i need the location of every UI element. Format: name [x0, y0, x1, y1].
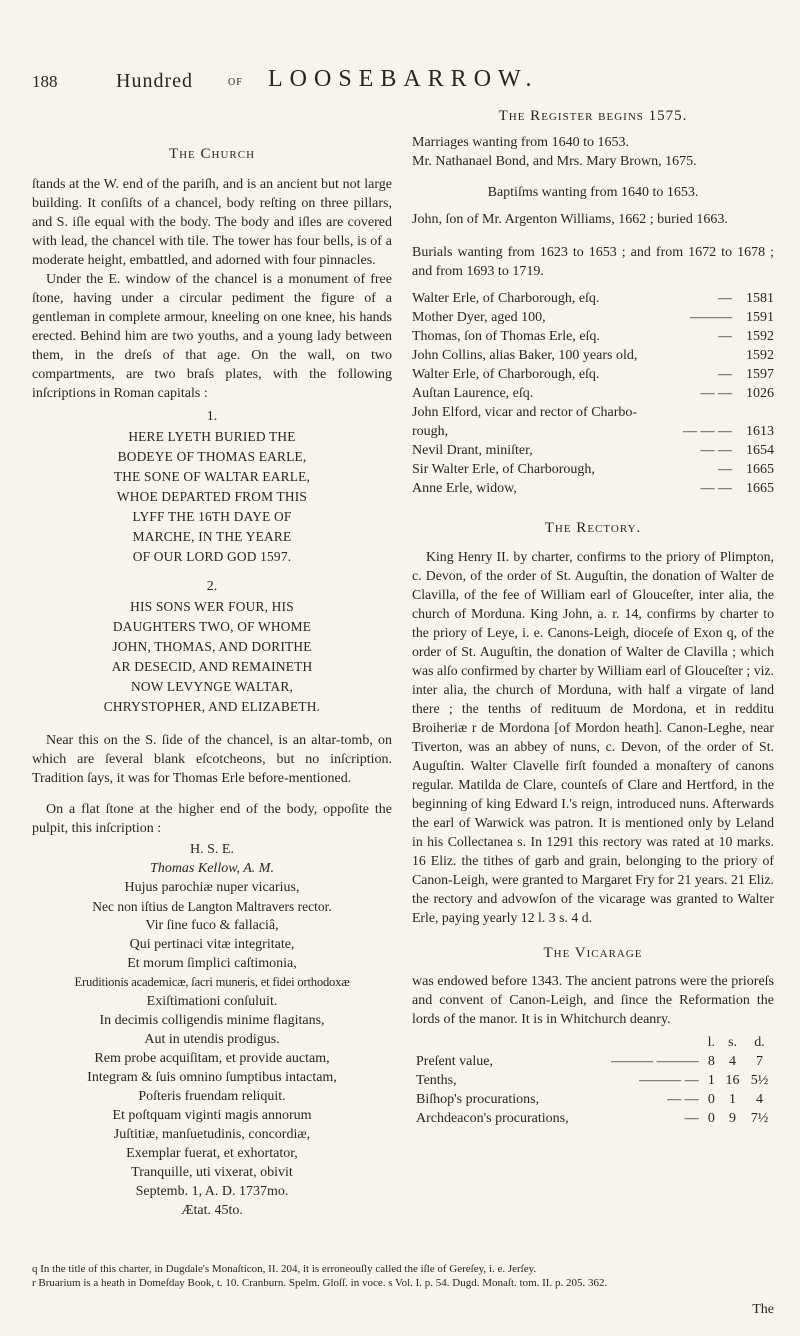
- valuation-pounds: 0: [707, 1092, 715, 1107]
- burial-year: 1654: [746, 443, 774, 458]
- valuation-label: Biſhop's procurations,: [416, 1092, 540, 1107]
- inscription-2-number: 2.: [206, 579, 218, 594]
- burial-dash: — —: [700, 481, 732, 496]
- epitaph-line: Vir ſine fuco & fallaciâ,: [145, 918, 279, 933]
- epitaph-line: Poſteris fruendam reliquit.: [138, 1089, 286, 1104]
- burial-name: Thomas, ſon of Thomas Erle, eſq.: [412, 329, 600, 344]
- burial-year: 1592: [746, 348, 774, 363]
- inscription-2-line: NOW LEVYNGE WALTAR,: [130, 679, 294, 694]
- hundred-label: Hundred: [116, 70, 193, 92]
- inscription-2-line: HIS SONS WER FOUR, HIS: [130, 599, 294, 614]
- catchword: The: [752, 1302, 774, 1317]
- inscription-1-line: THE SONE OF WALTAR EARLE,: [113, 469, 311, 484]
- inscription-2-line: AR DESECID, AND REMAINETH: [111, 659, 313, 674]
- valuation-label: Tenths,: [416, 1073, 457, 1088]
- vicarage-heading: The Vicarage: [543, 945, 643, 961]
- pounds-header: l.: [707, 1035, 716, 1050]
- burial-row: [412, 441, 774, 460]
- church-heading: The Church: [168, 146, 256, 162]
- burials-note: Burials wanting from 1623 to 1653 ; and from 1672 to 1678 ; and from 1693 to 1719.: [412, 245, 774, 279]
- valuation-pence: 4: [756, 1092, 763, 1107]
- epitaph-line: Et poſtquam viginti magis annorum: [112, 1108, 312, 1123]
- inscription-1-line: LYFF THE 16TH DAYE OF: [132, 509, 292, 524]
- burial-row: [412, 346, 774, 365]
- pence-header: d.: [754, 1035, 765, 1050]
- valuation-pence: 5½: [750, 1073, 769, 1088]
- valuation-pence: 7: [756, 1054, 763, 1069]
- burial-name: John Elford, vicar and rector of Charbo-: [412, 405, 638, 420]
- latin-epitaph: [32, 840, 392, 1220]
- burial-year: 1026: [746, 386, 774, 401]
- valuation-header-row: [412, 1033, 774, 1052]
- footnote: r Bruarium is a heath in Domeſday Book, t. 10. Cranburn. Spelm. Gloſſ. in voce. s Vol. I. p. 54. Dugd. Monaſt. tom. II. p. 205. 362.: [32, 1277, 608, 1289]
- burial-year: 1665: [746, 462, 774, 477]
- epitaph-line: Exemplar fuerat, et exhortator,: [126, 1146, 298, 1161]
- valuation-table: [412, 1033, 774, 1128]
- baptism-entry: John, ſon of Mr. Argenton Williams, 1662 ; buried 1663.: [412, 212, 728, 227]
- left-column: [32, 146, 392, 1220]
- burial-row: [412, 460, 774, 479]
- burial-row: [412, 479, 774, 498]
- inscription-2-line: CHRYSTOPHER, AND ELIZABETH.: [103, 699, 321, 714]
- register-heading: The Register begins 1575.: [498, 108, 688, 124]
- church-paragraph-3: Near this on the S. ſide of the chancel, is an altar-tomb, on which are ſeveral blank eſcotcheons, but no inſcription. Tradition ſays, it was for Thomas Erle before-mentioned.: [32, 733, 392, 786]
- burial-row: [412, 308, 774, 327]
- burial-year: 1581: [746, 291, 774, 306]
- burial-row: [412, 289, 774, 308]
- footnotes: [32, 1262, 774, 1290]
- of-label: of: [228, 74, 243, 89]
- inscription-1-line: BODEYE OF THOMAS EARLE,: [117, 449, 307, 464]
- burial-name: rough,: [412, 424, 449, 439]
- inscription-1: [32, 427, 392, 567]
- inscription-2: [32, 597, 392, 717]
- burial-dash: —: [718, 291, 732, 306]
- epitaph-line: Eruditionis academicæ, ſacri muneris, et fidei orthodoxæ: [74, 975, 350, 989]
- epitaph-line: Juſtitiæ, manſuetudinis, concordiæ,: [113, 1127, 311, 1142]
- valuation-row: [412, 1090, 774, 1109]
- inscription-1-line: HERE LYETH BURIED THE: [128, 429, 296, 444]
- church-paragraph-1: ſtands at the W. end of the pariſh, and is an ancient but not large building. It conſiſts of a chancel, body reſting on three pillars, and S. iſle equal with the body. The body and iſles are covered with lead, the chancel with tile. The tower has four bells, is of a moderate height, embattled, and adorned with four pinnacles.: [32, 177, 392, 268]
- epitaph-line: Ætat. 45to.: [181, 1203, 243, 1218]
- valuation-label: Preſent value,: [416, 1054, 493, 1069]
- burial-row: [412, 327, 774, 346]
- marriages-note: Marriages wanting from 1640 to 1653.: [412, 135, 629, 150]
- inscription-1-number: 1.: [206, 409, 218, 424]
- burial-dash: —: [718, 329, 732, 344]
- church-paragraph-2: Under the E. window of the chancel is a monument of free ſtone, having under a circular pediment the figure of a gentleman in complete armour, kneeling on one knee, his hands erected. Behind him are two youths, and a young lady between them, in the dreſs of that age. On the wall, on two compartments, are two braſs plates, with the following inſcriptions in Roman capitals :: [32, 272, 392, 401]
- burial-year: 1591: [746, 310, 774, 325]
- epitaph-line: Rem probe acquiſitam, et provide auctam,: [94, 1051, 330, 1066]
- valuation-row: [412, 1052, 774, 1071]
- epitaph-line: Nec non iſtius de Langton Maltravers rector.: [92, 899, 332, 914]
- epitaph-line: H. S. E.: [190, 842, 234, 857]
- valuation-dash: ——— ———: [611, 1054, 699, 1069]
- epitaph-line: Qui pertinaci vitæ integritate,: [129, 937, 295, 952]
- burial-dash: —: [718, 462, 732, 477]
- burial-name: Sir Walter Erle, of Charborough,: [412, 462, 595, 477]
- inscription-1-line: OF OUR LORD GOD 1597.: [132, 549, 292, 564]
- inscription-1-line: WHOE DEPARTED FROM THIS: [116, 489, 308, 504]
- burial-year: 1613: [746, 424, 774, 439]
- valuation-pence: 7½: [750, 1111, 769, 1126]
- valuation-shillings: 9: [729, 1111, 737, 1126]
- burial-row: [412, 422, 774, 441]
- burial-dash: — —: [700, 386, 732, 401]
- epitaph-line: Exiſtimationi conſuluit.: [146, 994, 278, 1009]
- inscription-1-line: MARCHE, IN THE YEARE: [132, 529, 292, 544]
- burial-dash: ———: [690, 310, 732, 325]
- burial-name: Mother Dyer, aged 100,: [412, 310, 546, 325]
- inscription-2-line: JOHN, THOMAS, AND DORITHE: [112, 639, 312, 654]
- burial-name: Walter Erle, of Charborough, eſq.: [412, 291, 600, 306]
- hundred-name: LOOSEBARROW.: [268, 66, 539, 92]
- epitaph-line: Hujus parochiæ nuper vicarius,: [124, 880, 300, 895]
- burial-name: Walter Erle, of Charborough, eſq.: [412, 367, 600, 382]
- valuation-dash: — —: [667, 1092, 699, 1107]
- valuation-pounds: 0: [707, 1111, 715, 1126]
- burial-name: Auſtan Laurence, eſq.: [412, 386, 534, 401]
- burial-year: 1597: [746, 367, 774, 382]
- burial-name: Anne Erle, widow,: [412, 481, 517, 496]
- valuation-row: [412, 1109, 774, 1128]
- rectory-heading: The Rectory.: [544, 520, 642, 536]
- valuation-pounds: 8: [707, 1054, 715, 1069]
- running-header: [32, 66, 772, 96]
- valuation-shillings: 4: [729, 1054, 737, 1069]
- epitaph-line: Thomas Kellow, A. M.: [150, 861, 274, 876]
- burial-dash: — —: [700, 443, 732, 458]
- baptisms-note: Baptiſms wanting from 1640 to 1653.: [487, 185, 699, 200]
- burials-list: [412, 289, 774, 498]
- epitaph-line: Tranquille, uti vixerat, obivit: [131, 1165, 293, 1180]
- epitaph-line: Integram & ſuis omnino ſumptibus intactam,: [87, 1070, 337, 1085]
- burial-row: [412, 403, 774, 422]
- valuation-shillings: 16: [725, 1073, 740, 1088]
- valuation-row: [412, 1071, 774, 1090]
- burial-name: Nevil Drant, miniſter,: [412, 443, 533, 458]
- valuation-shillings: 1: [729, 1092, 737, 1107]
- epitaph-line: In decimis colligendis minime flagitans,: [99, 1013, 325, 1028]
- footnote: q In the title of this charter, in Dugdale's Monaſticon, II. 204, it is erroneouſly called the iſle of Gereſey, i. e. Jerſey.: [32, 1263, 537, 1275]
- burial-row: [412, 384, 774, 403]
- burial-dash: —: [718, 367, 732, 382]
- valuation-pounds: 1: [707, 1073, 715, 1088]
- rectory-paragraph: King Henry II. by charter, confirms to the priory of Plimpton, c. Devon, of the order of St. Auguſtin, the donation of Walter de Clavilla, of the fee of William earl of Glouceſter, inter alia, the church of Morduna. King John, a. r. 14, confirms by charter to the priory of Leye, i. e. Canons-Leigh, dioceſe of Exon q, of the order of St. Auguſtin, the donation of Walter de Clavilla ; which was alſo confirmed by charter by William earl of Glouceſter ; viz. inter alia, the church of Morduna, with half a virgate of land there ; the tenths of redituum de Mordona, et in redditu Broiheriæ r de Mordona [of Mordon heath]. Canon-Leghe, near Tiverton, was an abbey of nuns, c. Devon, of the order of St. Auguſtin. Walter Clavelle firſt founded a monaſtery of canons regular. Matilda de Clare, counteſs of Clare and Hertford, in the beginning of king Edward I.'s reign, introduced nuns. Afterwards the earl of Warwick was patron. It is mentioned only by Leland in his Collectanea s. In 1291 this rectory was rated at 10 marks. 16 Eliz. the tithes of garb and grain, belonging to the priory of Canon-Leigh, were granted to Margaret Fry for 21 years. 21 Eliz. the rectory and advowſon of the vicarage was granted to Walter Erle, paying yearly 12 l. 3 s. 4 d.: [412, 549, 774, 925]
- epitaph-line: Et morum ſimplici caſtimonia,: [127, 956, 297, 971]
- marriage-entry: Mr. Nathanael Bond, and Mrs. Mary Brown, 1675.: [412, 154, 697, 169]
- valuation-dash: ——— —: [639, 1073, 699, 1088]
- right-column: [412, 108, 774, 1128]
- burial-dash: — — —: [683, 424, 732, 439]
- valuation-label: Archdeacon's procurations,: [416, 1111, 569, 1126]
- burial-dash: [637, 346, 746, 365]
- epitaph-line: Aut in utendis prodigus.: [144, 1032, 280, 1047]
- burial-year: 1592: [746, 329, 774, 344]
- epitaph-line: Septemb. 1, A. D. 1737mo.: [135, 1184, 289, 1199]
- inscription-2-line: DAUGHTERS TWO, OF WHOME: [112, 619, 312, 634]
- page-number: 188: [32, 72, 58, 91]
- burial-year: 1665: [746, 481, 774, 496]
- valuation-dash: —: [684, 1111, 699, 1126]
- church-paragraph-4: On a flat ſtone at the higher end of the body, oppoſite the pulpit, this inſcription :: [32, 802, 392, 836]
- burial-name: John Collins, alias Baker, 100 years old,: [412, 348, 638, 363]
- shillings-header: s.: [728, 1035, 738, 1050]
- vicarage-paragraph: was endowed before 1343. The ancient patrons were the prioreſs and convent of Canon-Leigh, and ſince the Reformation the lords of the manor. It is in Whitchurch deanry.: [412, 974, 774, 1027]
- burial-row: [412, 365, 774, 384]
